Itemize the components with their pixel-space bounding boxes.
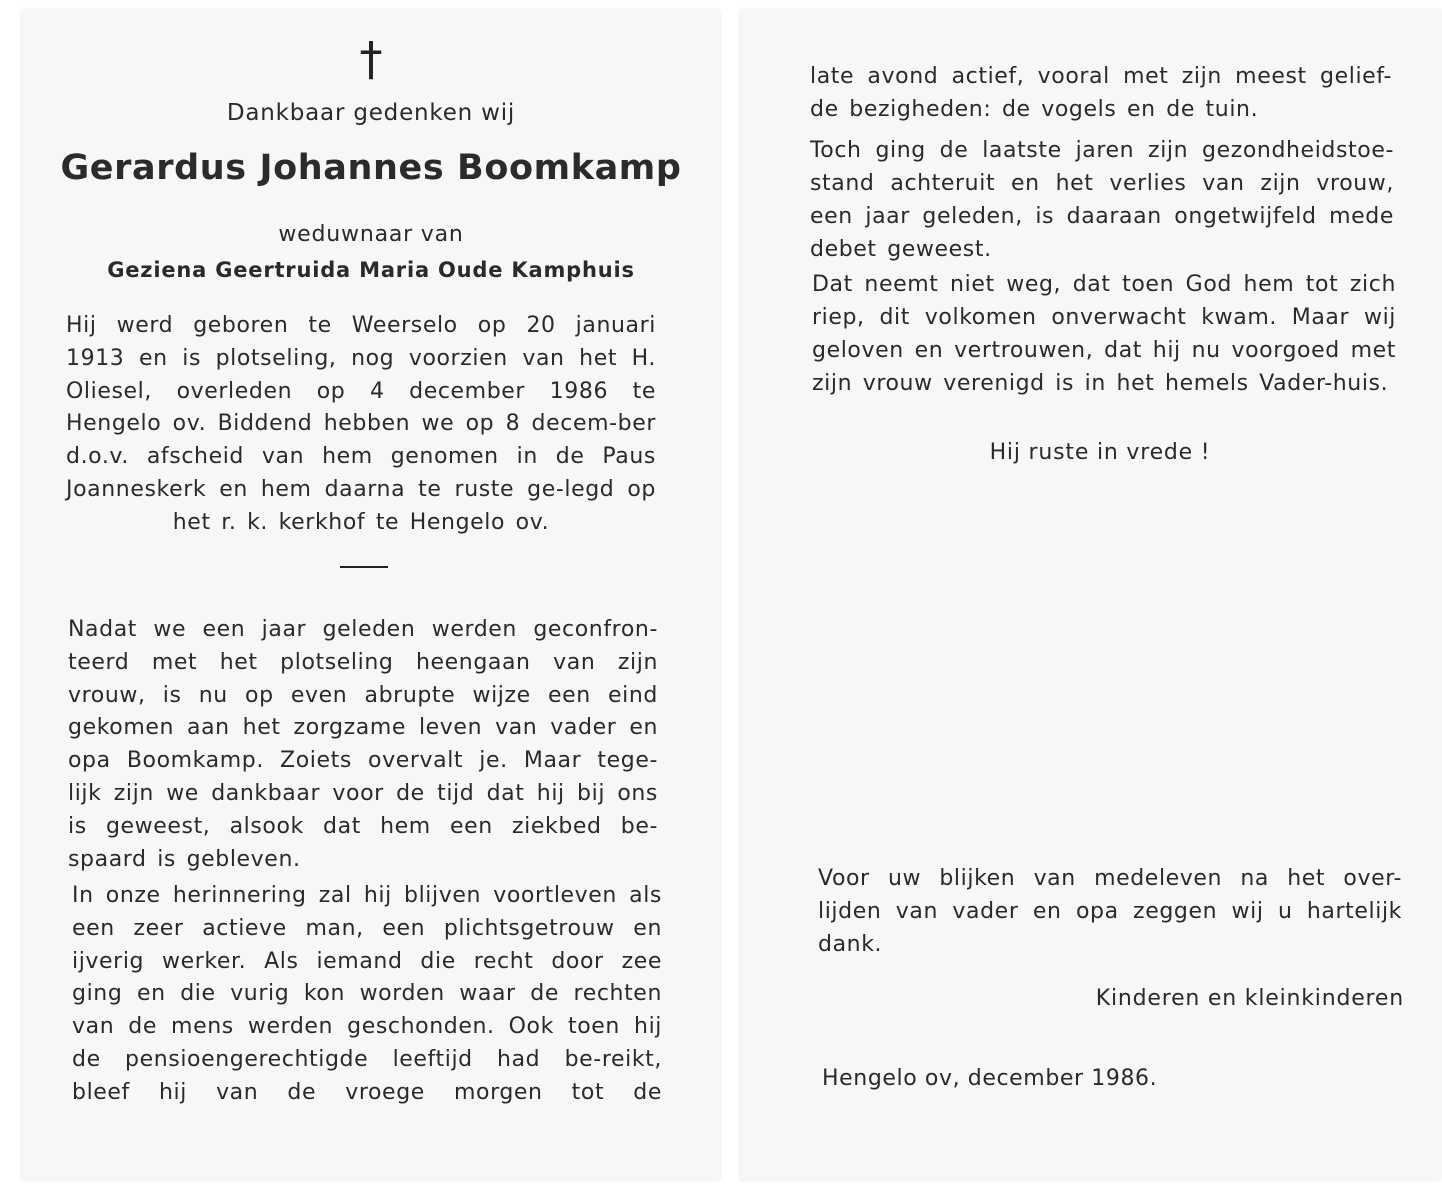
continuation-paragraph: late avond actief, vooral met zijn meest gelief-de bezigheden: de vogels en de tuin. xyxy=(810,64,1392,122)
biography-paragraph: Hij werd geboren te Weerselo op 20 januari 1913 en is plotseling, nog voorzien van het H. Oliesel, overleden op 4 december 1986 te Hengelo ov. Biddend hebben we op 8 decem-ber d.o.v. afscheid van hem genomen in de Paus Joanneskerk en hem daarna te ruste ge-legd op het r. k. kerkhof te Hengelo ov. xyxy=(66,313,656,535)
intro-line: Dankbaar gedenken wij xyxy=(226,100,516,126)
left-card-page xyxy=(22,10,720,1180)
widower-of-line: weduwnaar van xyxy=(278,222,464,247)
divider xyxy=(340,566,388,568)
spouse-name: Geziena Geertruida Maria Oude Kamphuis xyxy=(107,258,635,282)
thanks-paragraph: Voor uw blijken van medeleven na het over-lijden van vader en opa zeggen wij u hartelijk dank. xyxy=(818,866,1402,957)
rest-in-peace-line: Hij ruste in vrede ! xyxy=(989,440,1211,465)
health-paragraph: Toch ging de laatste jaren zijn gezondheidstoe-stand achteruit en het verlies van zijn vrouw, een jaar geleden, is daaraan ongetwijfeld mede debet geweest. xyxy=(810,138,1394,262)
deceased-name: Gerardus Johannes Boomkamp xyxy=(60,148,682,188)
family-signature: Kinderen en kleinkinderen xyxy=(1095,986,1404,1011)
place-and-date: Hengelo ov, december 1986. xyxy=(822,1066,1158,1091)
right-card-page xyxy=(740,10,1440,1180)
memory-paragraph: In onze herinnering zal hij blijven voortleven als een zeer actieve man, een plichtsgetrouw en ijverig werker. Als iemand die recht door zee ging en die vurig kon worden waar de rechten van de mens werden geschonden. Ook toen hij de pensioengerechtigde leeftijd had be-reikt, bleef hij van de vroege morgen tot de xyxy=(72,883,662,1105)
remembrance-paragraph: Nadat we een jaar geleden werden geconfron-teerd met het plotseling heengaan van zijn vrouw, is nu op even abrupte wijze een eind gekomen aan het zorgzame leven van vader en opa Boomkamp. Zoiets overvalt je. Maar tege-lijk zijn we dankbaar voor de tijd dat hij bij ons is geweest, alsook dat hem een ziekbed be-spaard is gebleven. xyxy=(68,617,658,872)
cross-icon: † xyxy=(359,32,383,86)
faith-paragraph: Dat neemt niet weg, dat toen God hem tot zich riep, dit volkomen onverwacht kwam. Maar wij geloven en vertrouwen, dat hij nu voorgoed met zijn vrouw verenigd is in het hemels Vader-huis. xyxy=(812,272,1396,396)
